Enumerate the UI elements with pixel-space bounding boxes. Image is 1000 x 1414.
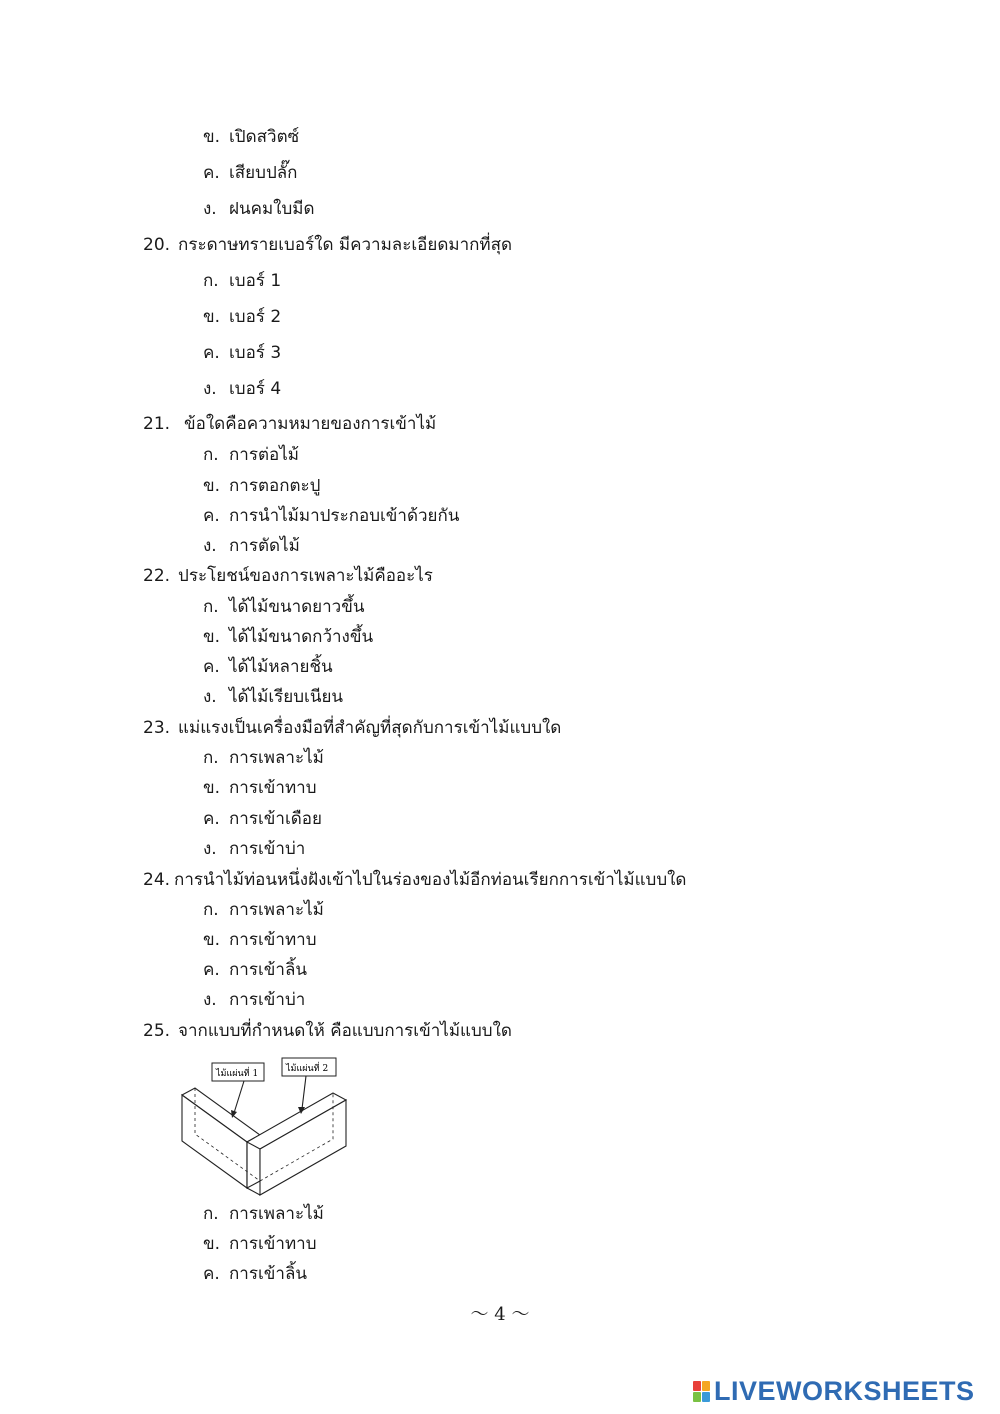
question-21: [143, 413, 436, 435]
option-letter: ก.: [203, 445, 219, 465]
question-number: 22.: [143, 566, 171, 586]
q20-option-b: [203, 306, 281, 328]
option-text: การเข้าลิ้น: [229, 1264, 307, 1284]
question-text: แม่แรงเป็นเครื่องมือที่สำคัญที่สุดกับการเข้าไม้แบบใด: [178, 718, 562, 738]
option-text: การเข้าทาบ: [229, 930, 317, 950]
option-text: การเข้าทาบ: [229, 778, 317, 798]
option-text: ได้ไม้ขนาดกว้างขึ้น: [229, 627, 374, 647]
option-letter: ค.: [203, 657, 220, 677]
q22-option-b: [203, 626, 373, 648]
option-letter: ข.: [203, 930, 221, 950]
option-letter: ก.: [203, 1204, 219, 1224]
option-text: เบอร์ 1: [229, 271, 282, 291]
q23-option-c: [203, 808, 322, 830]
question-25: [143, 1020, 512, 1042]
q19-option-c: [203, 162, 297, 184]
q21-option-d: [203, 535, 300, 557]
q19-option-b: [203, 126, 299, 148]
q23-option-b: [203, 777, 317, 799]
option-letter: ก.: [203, 271, 219, 291]
q21-option-b: [203, 475, 320, 497]
question-number: 21.: [143, 414, 171, 434]
option-letter: ค.: [203, 1264, 220, 1284]
option-letter: ง.: [203, 199, 217, 219]
q24-option-a: [203, 899, 324, 921]
option-letter: ง.: [203, 379, 217, 399]
option-text: เบอร์ 2: [229, 307, 282, 327]
question-number: 24.: [143, 870, 171, 890]
q24-option-b: [203, 929, 317, 951]
q22-option-d: [203, 686, 343, 708]
question-number: 20.: [143, 235, 171, 255]
option-text: เบอร์ 3: [229, 343, 282, 363]
option-text: การนำไม้มาประกอบเข้าด้วยกัน: [229, 506, 460, 526]
option-letter: ก.: [203, 748, 219, 768]
option-letter: ค.: [203, 809, 220, 829]
option-text: ได้ไม้หลายชิ้น: [229, 657, 333, 677]
option-text: ฝนคมใบมีด: [229, 199, 315, 219]
page-number: ～ 4 ～: [470, 1304, 530, 1325]
q22-option-a: [203, 596, 364, 618]
q25-option-a: [203, 1203, 324, 1225]
option-letter: ข.: [203, 627, 221, 647]
q24-option-d: [203, 989, 305, 1011]
question-text: ประโยชน์ของการเพลาะไม้คืออะไร: [178, 566, 433, 586]
logo-mark-icon: [693, 1381, 710, 1402]
option-text: การเข้าเดือย: [229, 809, 322, 829]
option-letter: ค.: [203, 343, 220, 363]
option-text: การต่อไม้: [229, 445, 299, 465]
q21-option-a: [203, 444, 299, 466]
option-text: เปิดสวิตซ์: [229, 127, 300, 147]
option-text: การเข้าบ่า: [229, 839, 306, 859]
option-text: การเข้าทาบ: [229, 1234, 317, 1254]
option-letter: ค.: [203, 163, 220, 183]
option-text: การเข้าลิ้น: [229, 960, 307, 980]
question-22: [143, 565, 433, 587]
q21-option-c: [203, 505, 459, 527]
question-text: การนำไม้ท่อนหนึ่งฝังเข้าไปในร่องของไม้อีกท่อนเรียกการเข้าไม้แบบใด: [174, 870, 687, 890]
option-letter: ก.: [203, 900, 219, 920]
question-number: 23.: [143, 718, 171, 738]
option-letter: ข.: [203, 476, 221, 496]
q23-option-d: [203, 838, 305, 860]
option-letter: ง.: [203, 839, 217, 859]
question-24: [143, 869, 686, 891]
option-text: การตัดไม้: [229, 536, 300, 556]
option-letter: ก.: [203, 597, 219, 617]
board-2-label: ไม้แผ่นที่ 2: [286, 1064, 329, 1074]
option-text: ได้ไม้ขนาดยาวขึ้น: [229, 597, 365, 617]
option-letter: ง.: [203, 687, 217, 707]
option-letter: ง.: [203, 990, 217, 1010]
option-letter: ง.: [203, 536, 217, 556]
option-text: การเพลาะไม้: [229, 748, 324, 768]
q20-option-c: [203, 342, 281, 364]
option-letter: ข.: [203, 778, 221, 798]
option-letter: ข.: [203, 127, 221, 147]
option-letter: ค.: [203, 506, 220, 526]
option-letter: ข.: [203, 307, 221, 327]
option-text: การเพลาะไม้: [229, 1204, 324, 1224]
q19-option-d: [203, 198, 315, 220]
q22-option-c: [203, 656, 333, 678]
q20-option-a: [203, 270, 281, 292]
question-number: 25.: [143, 1021, 171, 1041]
option-text: เบอร์ 4: [229, 379, 282, 399]
question-23: [143, 717, 561, 739]
joint-diagram: [160, 1055, 360, 1204]
q23-option-a: [203, 747, 324, 769]
q25-option-b: [203, 1233, 317, 1255]
question-text: ข้อใดคือความหมายของการเข้าไม้: [184, 414, 437, 434]
board-1-label: ไม้แผ่นที่ 1: [216, 1069, 259, 1079]
option-text: ได้ไม้เรียบเนียน: [229, 687, 344, 707]
question-20: [143, 234, 512, 256]
option-letter: ข.: [203, 1234, 221, 1254]
option-letter: ค.: [203, 960, 220, 980]
brand-name: LIVEWORKSHEETS: [714, 1375, 975, 1406]
option-text: การเข้าบ่า: [229, 990, 306, 1010]
q24-option-c: [203, 959, 307, 981]
liveworksheets-logo[interactable]: [693, 1376, 975, 1406]
question-text: จากแบบที่กำหนดให้ คือแบบการเข้าไม้แบบใด: [178, 1021, 512, 1041]
question-text: กระดาษทรายเบอร์ใด มีความละเอียดมากที่สุด: [178, 235, 513, 255]
option-text: การตอกตะปู: [229, 476, 321, 496]
option-text: เสียบปลั๊ก: [229, 163, 298, 183]
q25-option-c: [203, 1263, 307, 1285]
option-text: การเพลาะไม้: [229, 900, 324, 920]
q20-option-d: [203, 378, 281, 400]
